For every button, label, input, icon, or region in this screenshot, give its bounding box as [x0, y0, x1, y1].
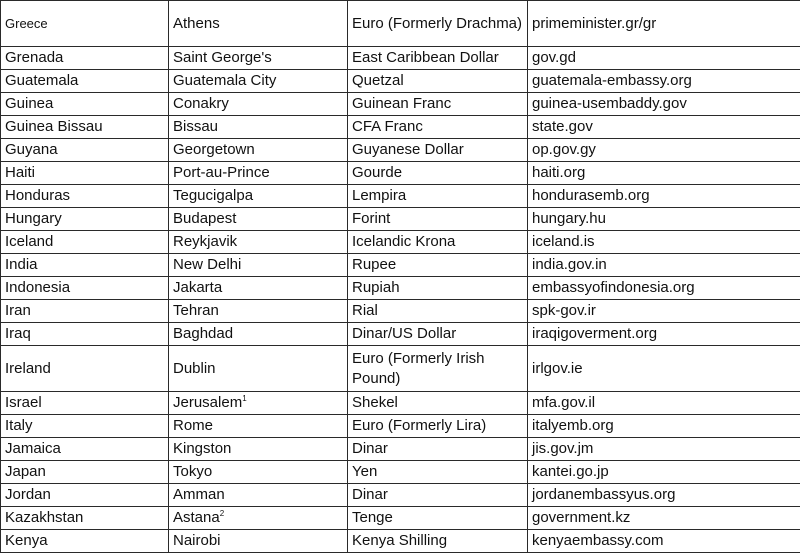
capital-cell: Reykjavik [169, 231, 348, 254]
table-row [1, 231, 800, 254]
table-row [1, 208, 800, 231]
currency-cell: East Caribbean Dollar [348, 47, 528, 70]
capital-cell: Tehran [169, 300, 348, 323]
capital-cell: Bissau [169, 116, 348, 139]
website-cell: gov.gd [528, 47, 800, 70]
currency-cell: Dinar [348, 438, 528, 461]
country-cell: Kazakhstan [1, 507, 169, 530]
website-cell: guatemala-embassy.org [528, 70, 800, 93]
table-row [1, 70, 800, 93]
currency-cell: Lempira [348, 185, 528, 208]
website-cell: kantei.go.jp [528, 461, 800, 484]
capital-name: Jerusalem [173, 394, 243, 411]
country-cell: Italy [1, 415, 169, 438]
currency-cell: Icelandic Krona [348, 231, 528, 254]
capital-cell: Budapest [169, 208, 348, 231]
table-row [1, 185, 800, 208]
table-row [1, 392, 800, 415]
currency-cell: Kenya Shilling [348, 530, 528, 553]
capital-cell: Conakry [169, 93, 348, 116]
website-cell: state.gov [528, 116, 800, 139]
website-cell: india.gov.in [528, 254, 800, 277]
country-cell: Iran [1, 300, 169, 323]
website-cell: embassyofindonesia.org [528, 277, 800, 300]
website-cell: haiti.org [528, 162, 800, 185]
country-cell: Iraq [1, 323, 169, 346]
website-cell: italyemb.org [528, 415, 800, 438]
country-cell: Guatemala [1, 70, 169, 93]
currency-cell: Rupee [348, 254, 528, 277]
table-row [1, 93, 800, 116]
table-row [1, 507, 800, 530]
country-cell: Greece [1, 1, 169, 47]
currency-cell: Shekel [348, 392, 528, 415]
capital-cell [169, 392, 348, 415]
capital-cell: Guatemala City [169, 70, 348, 93]
table-row [1, 47, 800, 70]
country-cell: Honduras [1, 185, 169, 208]
website-cell: irlgov.ie [528, 346, 800, 392]
capital-cell: Athens [169, 1, 348, 47]
country-cell: Guinea Bissau [1, 116, 169, 139]
currency-cell: Guyanese Dollar [348, 139, 528, 162]
capital-cell: Dublin [169, 346, 348, 392]
table-row [1, 346, 800, 392]
website-cell: op.gov.gy [528, 139, 800, 162]
country-cell: Jordan [1, 484, 169, 507]
currency-cell: Tenge [348, 507, 528, 530]
currency-cell: Rial [348, 300, 528, 323]
capital-cell: Amman [169, 484, 348, 507]
footnote-marker: 2 [219, 509, 225, 518]
capital-cell: Kingston [169, 438, 348, 461]
table-row [1, 461, 800, 484]
table-row [1, 1, 800, 47]
currency-cell: Euro (Formerly Drachma) [348, 1, 528, 47]
capital-cell: Saint George's [169, 47, 348, 70]
currency-cell: Rupiah [348, 277, 528, 300]
currency-cell: Yen [348, 461, 528, 484]
country-cell: India [1, 254, 169, 277]
capital-name: Astana [173, 509, 220, 526]
website-cell: government.kz [528, 507, 800, 530]
capital-cell: Nairobi [169, 530, 348, 553]
country-cell: Japan [1, 461, 169, 484]
website-cell: iceland.is [528, 231, 800, 254]
country-cell: Kenya [1, 530, 169, 553]
country-cell: Iceland [1, 231, 169, 254]
website-cell: kenyaembassy.com [528, 530, 800, 553]
table-row [1, 162, 800, 185]
currency-cell: Dinar [348, 484, 528, 507]
capital-cell: Rome [169, 415, 348, 438]
website-cell: primeminister.gr/gr [528, 1, 800, 47]
table-row [1, 438, 800, 461]
website-cell: jordanembassyus.org [528, 484, 800, 507]
website-cell: spk-gov.ir [528, 300, 800, 323]
table-row [1, 300, 800, 323]
table-row [1, 139, 800, 162]
currency-cell: Forint [348, 208, 528, 231]
currency-cell: Quetzal [348, 70, 528, 93]
table-row [1, 484, 800, 507]
website-cell: guinea-usembaddy.gov [528, 93, 800, 116]
capital-cell: Tegucigalpa [169, 185, 348, 208]
website-cell: hondurasemb.org [528, 185, 800, 208]
country-cell: Indonesia [1, 277, 169, 300]
table-row [1, 254, 800, 277]
capital-cell: Georgetown [169, 139, 348, 162]
capital-cell: Baghdad [169, 323, 348, 346]
website-cell: jis.gov.jm [528, 438, 800, 461]
table-row [1, 530, 800, 553]
footnote-marker: 1 [242, 394, 247, 403]
currency-cell: CFA Franc [348, 116, 528, 139]
currency-cell: Euro (Formerly Lira) [348, 415, 528, 438]
country-cell: Guinea [1, 93, 169, 116]
table-row [1, 277, 800, 300]
country-cell: Hungary [1, 208, 169, 231]
table-row [1, 415, 800, 438]
capital-cell: Jakarta [169, 277, 348, 300]
country-cell: Grenada [1, 47, 169, 70]
country-cell: Guyana [1, 139, 169, 162]
website-cell: iraqigoverment.org [528, 323, 800, 346]
capital-cell: Port-au-Prince [169, 162, 348, 185]
table-row [1, 116, 800, 139]
currency-cell: Guinean Franc [348, 93, 528, 116]
capital-cell: New Delhi [169, 254, 348, 277]
currency-cell: Gourde [348, 162, 528, 185]
capital-cell: Tokyo [169, 461, 348, 484]
capital-cell [169, 507, 348, 530]
website-cell: hungary.hu [528, 208, 800, 231]
website-cell: mfa.gov.il [528, 392, 800, 415]
country-cell: Israel [1, 392, 169, 415]
currency-cell: Dinar/US Dollar [348, 323, 528, 346]
country-cell: Ireland [1, 346, 169, 392]
table-row [1, 323, 800, 346]
country-cell: Haiti [1, 162, 169, 185]
currency-cell: Euro (Formerly Irish Pound) [348, 346, 528, 392]
country-cell: Jamaica [1, 438, 169, 461]
